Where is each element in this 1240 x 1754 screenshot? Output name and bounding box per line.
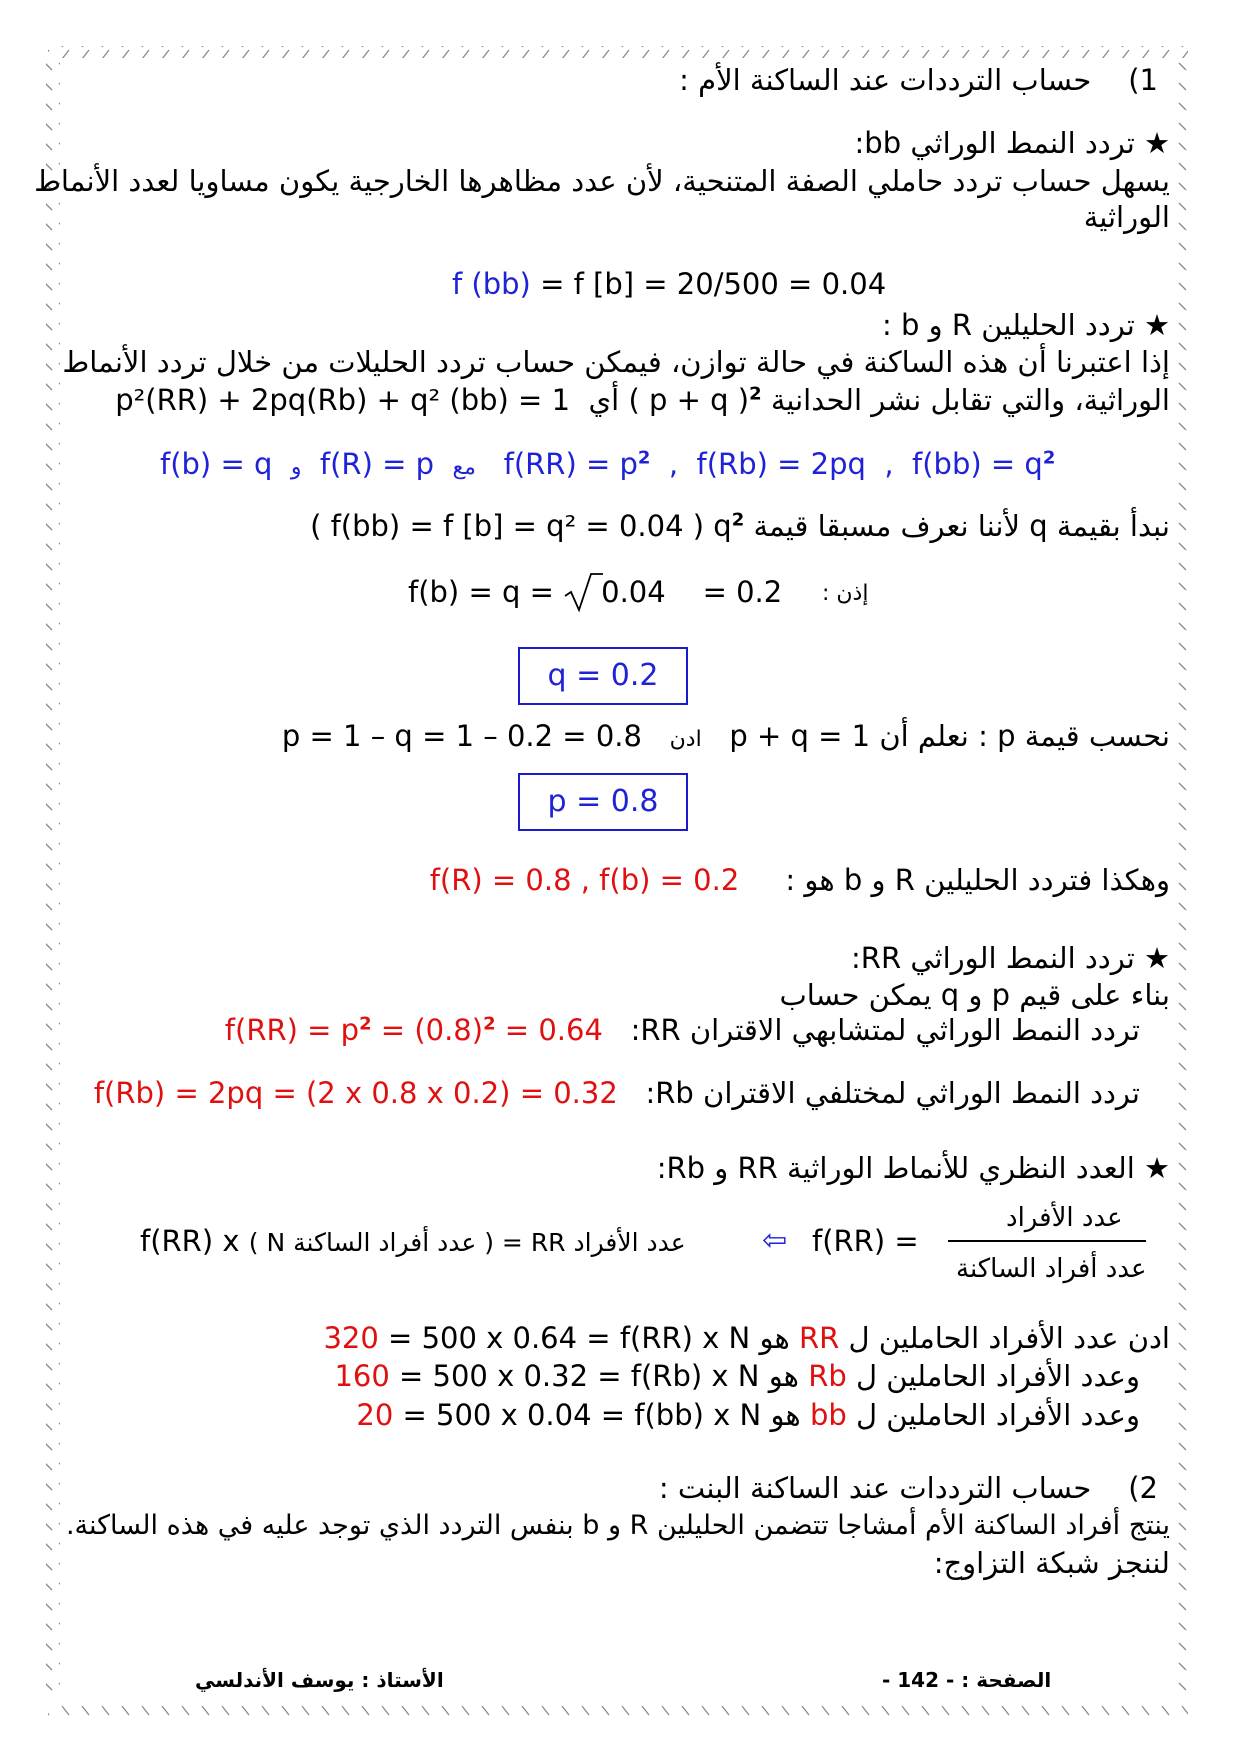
idhan-label: إذن : <box>822 581 869 606</box>
def-fRb: f(Rb) = 2pq <box>696 447 866 481</box>
count-formula-ar: عدد الأفراد RR = ( عدد أفراد الساكنة N ) <box>248 1228 686 1257</box>
sqrt-symbol-icon <box>563 570 603 614</box>
rr-text: تردد النمط الوراثي لمتشابهي الاقتران RR: <box>630 1013 1140 1047</box>
count-equation-text: = 500 x 0.64 = f(RR) x N <box>378 1321 751 1355</box>
alleles-text-line2 <box>115 382 1170 418</box>
section1-number: 1) <box>1128 63 1158 97</box>
count-equation <box>356 1398 761 1432</box>
section1-title: حساب الترددات عند الساكنة الأم : <box>679 63 1092 97</box>
def-fb: f(b) = q <box>160 447 273 481</box>
count-genotype: bb <box>809 1398 847 1432</box>
count-prefix: وعدد الأفراد الحاملين ل <box>855 1398 1140 1432</box>
count-mid: هو <box>770 1398 801 1432</box>
page-number: - 142 - <box>882 1668 955 1692</box>
start-q-text: نبدأ بقيمة q لأننا نعرف مسبقا قيمة <box>753 509 1170 543</box>
fraction-denominator: عدد أفراد الساكنة <box>956 1254 1147 1284</box>
count-equation <box>334 1359 759 1393</box>
fraction-lhs: f(RR) = <box>812 1224 919 1258</box>
allele-result-line <box>430 862 1170 898</box>
count-formula-end: f(RR) x <box>140 1224 240 1258</box>
binomial-expression: ( p + q )$^2$ <box>628 383 762 417</box>
q-result-box: q = 0.2 <box>518 647 688 705</box>
rb-text: تردد النمط الوراثي لمختلفي الاقتران Rb: <box>645 1076 1140 1110</box>
alleles-heading: ★ تردد الحليلين R و b : <box>882 308 1170 342</box>
sqrt-expression <box>563 574 666 610</box>
ay-word: أي <box>588 383 620 417</box>
start-q-equation: ( f(bb) = f [b] = q² = 0.04 ) <box>310 509 705 543</box>
section2-title: حساب الترددات عند الساكنة البنت : <box>658 1471 1092 1505</box>
sqrt-result: = 0.2 <box>702 575 783 609</box>
count-value: 20 <box>356 1398 394 1432</box>
count-heading: ★ العدد النظري للأنماط الوراثية RR و Rb: <box>656 1151 1170 1185</box>
author: الأستاذ : يوسف الأندلسي <box>195 1668 444 1692</box>
page-number-line <box>882 1668 1051 1692</box>
bb-text-line2: الوراثية <box>1083 200 1170 234</box>
allele-result-values: f(R) = 0.8 , f(b) = 0.2 <box>429 863 740 897</box>
q2-symbol: $q^2$ <box>713 509 745 543</box>
fbb-label: f (bb) <box>452 267 531 301</box>
fraction-bar <box>948 1240 1146 1242</box>
count-equation <box>323 1321 750 1355</box>
section2-text-line2: لننجز شبكة التزاوج: <box>933 1546 1170 1580</box>
count-formula <box>140 1223 686 1261</box>
p-idan: ادن <box>669 727 702 752</box>
fbb-equation <box>452 266 886 302</box>
rb-line <box>94 1075 1140 1111</box>
def-fRR: f(RR) = p <box>503 447 638 481</box>
start-q-line <box>310 508 1170 544</box>
p-sum: p + q = 1 <box>729 719 871 753</box>
count-prefix: ادن عدد الأفراد الحاملين ل <box>848 1321 1170 1355</box>
count-genotype: RR <box>798 1321 840 1355</box>
rb-equation: f(Rb) = 2pq = (2 x 0.8 x 0.2) = 0.32 <box>93 1076 618 1110</box>
count-equation-text: = 500 x 0.04 = f(bb) x N <box>393 1398 762 1432</box>
p-result-box: p = 0.8 <box>518 773 688 831</box>
fbb-value: = f [b] = 20/500 = 0.04 <box>530 267 887 301</box>
alleles-text-line1: إذا اعتبرنا أن هذه الساكنة في حالة توازن، فيمكن حساب تردد الحليلات من خلال تردد الأنماط <box>62 345 1170 379</box>
count-line <box>356 1397 1140 1433</box>
count-genotype: Rb <box>808 1359 847 1393</box>
rr-line <box>225 1012 1140 1048</box>
section2-heading <box>659 1470 1158 1506</box>
bb-heading: ★ تردد النمط الوراثي bb: <box>854 126 1170 160</box>
section1-heading <box>679 62 1158 98</box>
left-arrow-icon: ⇦ <box>762 1223 788 1258</box>
section2-number: 2) <box>1128 1471 1158 1505</box>
frequency-definitions: f(b) = q و f(R) = p مع $f(RR) = p^2$ , f(Rb) = 2pq , $f(bb) = q^2$ <box>160 447 1056 481</box>
def-fbb: f(bb) = q <box>912 447 1043 481</box>
sqrt-value: 0.04 <box>601 575 666 609</box>
count-equation-text: = 500 x 0.32 = f(Rb) x N <box>389 1359 760 1393</box>
def-fR: f(R) = p <box>319 447 435 481</box>
sqrt-line <box>408 574 782 610</box>
count-value: 160 <box>334 1359 390 1393</box>
count-mid: هو <box>759 1321 790 1355</box>
fraction-numerator: عدد الأفراد <box>1006 1203 1123 1233</box>
sqrt-left: f(b) = q = <box>408 575 554 609</box>
section2-text-line1: ينتج أفراد الساكنة الأم أمشاجا تتضمن الحليلين R و b بنفس التردد الذي توجد عليه في هذه الساكنة. <box>65 1510 1170 1541</box>
count-line <box>334 1358 1140 1394</box>
p-calc-line <box>282 718 1170 758</box>
rr-heading: ★ تردد النمط الوراثي RR: <box>851 941 1170 975</box>
binomial-expanded: p²(RR) + 2pq(Rb) + q² (bb) = 1 <box>115 383 571 417</box>
rr-equation: $f(RR) = p^2 = (0.8)^2 = 0.64$ <box>224 1013 603 1047</box>
rr-basis: بناء على قيم p و q يمكن حساب <box>779 978 1170 1012</box>
p-calc-eq: p = 1 – q = 1 – 0.2 = 0.8 <box>281 719 642 753</box>
def-wa: و <box>290 455 302 480</box>
count-prefix: وعدد الأفراد الحاملين ل <box>855 1359 1140 1393</box>
allele-result-text: وهكذا فتردد الحليلين R و b هو : <box>785 863 1170 897</box>
bb-text-line1: يسهل حساب تردد حاملي الصفة المتنحية، لأن عدد مظاهرها الخارجية يكون مساويا لعدد الأنماط <box>34 164 1170 198</box>
alleles-text-line2-label: الوراثية، والتي تقابل نشر الحدانية <box>770 383 1170 417</box>
count-value: 320 <box>323 1321 379 1355</box>
count-mid: هو <box>768 1359 799 1393</box>
count-line <box>323 1320 1170 1356</box>
def-maa: مع <box>452 455 476 480</box>
page-label: الصفحة : <box>961 1668 1052 1692</box>
p-calc-text: نحسب قيمة p : نعلم أن <box>879 719 1170 753</box>
